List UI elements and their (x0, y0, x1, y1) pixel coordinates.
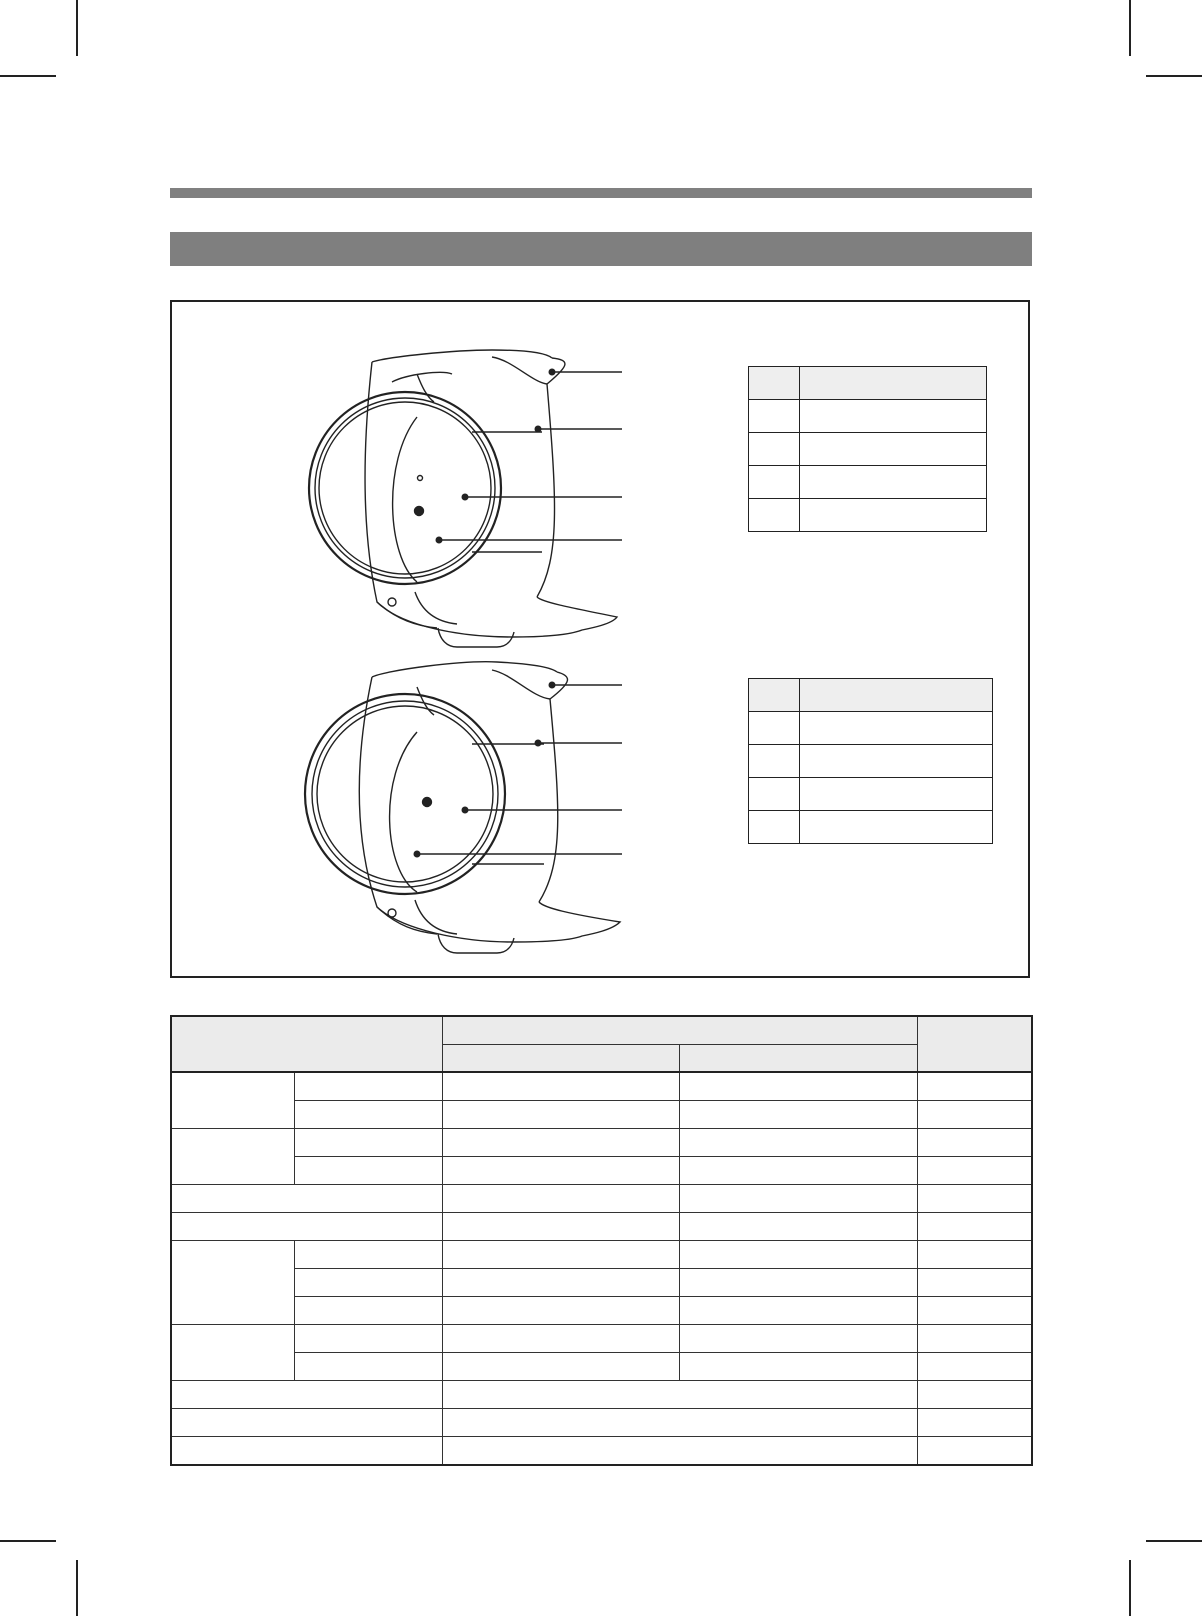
spec-cell (917, 1297, 1032, 1325)
legend-table-top (748, 366, 987, 532)
table-row (171, 1269, 1032, 1297)
spec-cell (295, 1129, 443, 1157)
table-row (171, 1101, 1032, 1129)
spec-cell (680, 1325, 917, 1353)
spec-cell (442, 1213, 679, 1241)
spec-cell (171, 1213, 442, 1241)
spec-cell (442, 1409, 917, 1437)
legend-cell (800, 745, 993, 778)
spec-cell (680, 1157, 917, 1185)
spec-cell (442, 1353, 679, 1381)
crop-mark (1129, 0, 1131, 56)
spec-cell (171, 1072, 295, 1129)
spec-header-values (442, 1016, 917, 1045)
spec-cell (917, 1241, 1032, 1269)
legend-table-bottom (748, 678, 993, 844)
legend-cell (800, 400, 987, 433)
spec-cell (442, 1381, 917, 1409)
spec-cell (680, 1129, 917, 1157)
spec-cell (171, 1129, 295, 1185)
spec-cell (917, 1409, 1032, 1437)
legend-header-row (749, 367, 987, 400)
legend-header-name (800, 367, 987, 400)
crop-mark (76, 0, 78, 56)
spec-cell (295, 1269, 443, 1297)
product-figure (170, 300, 1030, 978)
table-row (171, 1409, 1032, 1437)
legend-cell (749, 712, 800, 745)
spec-cell (917, 1129, 1032, 1157)
spec-cell (295, 1241, 443, 1269)
legend-row (749, 400, 987, 433)
spec-cell (171, 1409, 442, 1437)
legend-cell (749, 466, 800, 499)
legend-cell (800, 778, 993, 811)
table-row (171, 1353, 1032, 1381)
crop-mark (1129, 1560, 1131, 1616)
legend-cell (800, 712, 993, 745)
spec-header-row (171, 1016, 1032, 1045)
spec-cell (917, 1072, 1032, 1101)
spec-cell (680, 1353, 917, 1381)
header-bar (170, 188, 1032, 198)
callout-lines-bottom (417, 685, 622, 854)
legend-cell (800, 433, 987, 466)
spec-header-col-a (442, 1045, 679, 1073)
spec-cell (171, 1185, 442, 1213)
table-row (171, 1381, 1032, 1409)
spec-cell (917, 1213, 1032, 1241)
spec-cell (442, 1101, 679, 1129)
spec-cell (171, 1325, 295, 1381)
spec-cell (442, 1269, 679, 1297)
callout-lines-top (439, 372, 622, 540)
spec-cell (680, 1213, 917, 1241)
legend-cell (749, 433, 800, 466)
table-row (171, 1325, 1032, 1353)
spec-header-item (171, 1016, 442, 1072)
legend-cell (800, 466, 987, 499)
spec-cell (171, 1381, 442, 1409)
crop-mark (1146, 1540, 1202, 1542)
spec-header-col-b (680, 1045, 917, 1073)
spec-cell (442, 1241, 679, 1269)
crop-mark (76, 1560, 78, 1616)
spec-cell (917, 1325, 1032, 1353)
spec-cell (295, 1297, 443, 1325)
table-row (171, 1437, 1032, 1466)
section-title-bar (170, 232, 1032, 266)
legend-row (749, 499, 987, 532)
table-row (171, 1157, 1032, 1185)
device-bottom (305, 662, 620, 953)
legend-row (749, 811, 993, 844)
legend-row (749, 712, 993, 745)
spec-cell (442, 1157, 679, 1185)
legend-cell (749, 499, 800, 532)
legend-header-row (749, 679, 993, 712)
legend-header-no (749, 679, 800, 712)
spec-cell (295, 1353, 443, 1381)
legend-cell (749, 811, 800, 844)
spec-cell (917, 1437, 1032, 1466)
spec-cell (442, 1437, 917, 1466)
spec-cell (680, 1297, 917, 1325)
spec-cell (680, 1101, 917, 1129)
legend-row (749, 745, 993, 778)
spec-cell (442, 1129, 679, 1157)
legend-row (749, 466, 987, 499)
spec-cell (442, 1325, 679, 1353)
spec-cell (917, 1157, 1032, 1185)
spec-cell (171, 1437, 442, 1466)
spec-cell (295, 1072, 443, 1101)
legend-cell (749, 400, 800, 433)
spec-cell (680, 1185, 917, 1213)
spec-cell (917, 1269, 1032, 1297)
crop-mark (0, 75, 56, 77)
spec-cell (917, 1101, 1032, 1129)
spec-cell (442, 1185, 679, 1213)
legend-cell (749, 745, 800, 778)
legend-header-no (749, 367, 800, 400)
spec-cell (917, 1381, 1032, 1409)
spec-cell (680, 1241, 917, 1269)
spec-table (170, 1015, 1033, 1466)
table-row (171, 1185, 1032, 1213)
spec-cell (442, 1297, 679, 1325)
table-row (171, 1072, 1032, 1101)
legend-header-name (800, 679, 993, 712)
crop-mark (0, 1540, 56, 1542)
spec-cell (442, 1072, 679, 1101)
spec-cell (680, 1072, 917, 1101)
spec-cell (295, 1101, 443, 1129)
spec-cell (917, 1353, 1032, 1381)
spec-cell (680, 1269, 917, 1297)
spec-cell (917, 1185, 1032, 1213)
legend-row (749, 433, 987, 466)
legend-cell (800, 499, 987, 532)
spec-cell (295, 1325, 443, 1353)
table-row (171, 1213, 1032, 1241)
spec-cell (171, 1241, 295, 1325)
spec-header-unit (917, 1016, 1032, 1072)
legend-row (749, 778, 993, 811)
spec-cell (295, 1157, 443, 1185)
table-row (171, 1129, 1032, 1157)
table-row (171, 1241, 1032, 1269)
crop-mark (1146, 75, 1202, 77)
table-row (171, 1297, 1032, 1325)
legend-cell (749, 778, 800, 811)
legend-cell (800, 811, 993, 844)
